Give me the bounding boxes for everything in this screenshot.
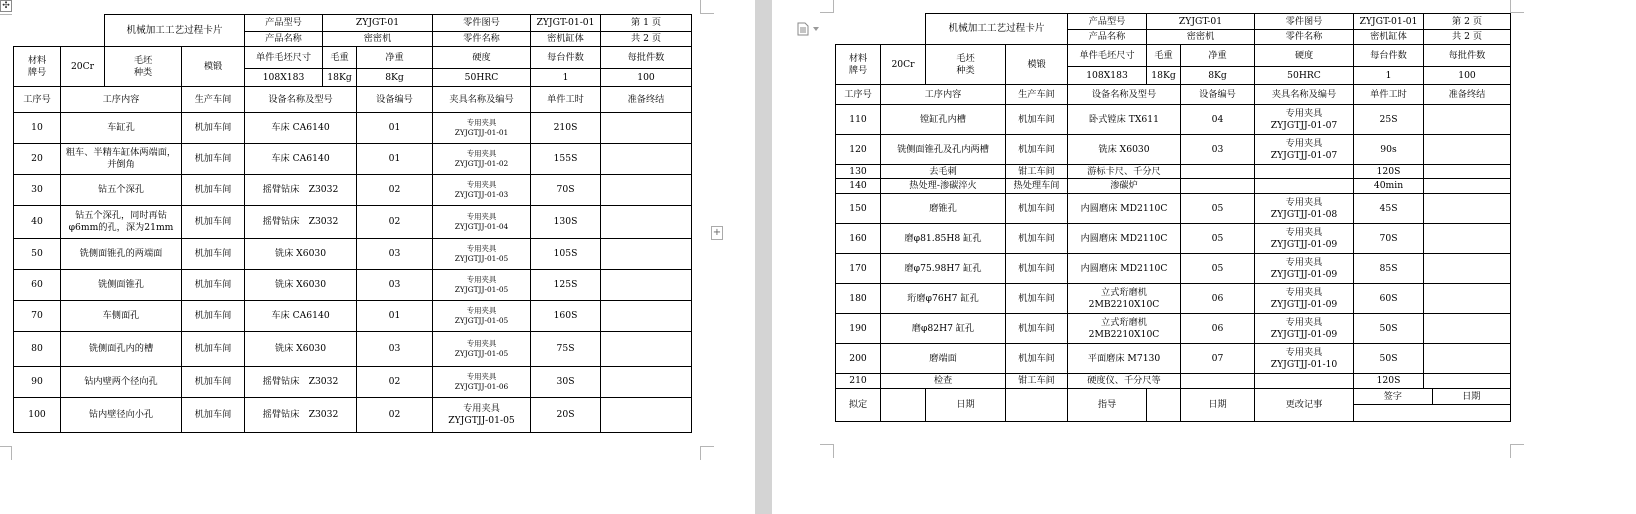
step-prep-time: [601, 239, 692, 270]
step-no: 100: [14, 398, 61, 433]
step-workshop: 机加车间: [1006, 135, 1068, 165]
step-no: 120: [836, 135, 881, 165]
table-row: [14, 144, 692, 175]
material-label: 材料 牌号: [14, 47, 61, 87]
step-no: 10: [14, 113, 61, 144]
signature-row: [836, 389, 1511, 422]
step-prep-time: [601, 144, 692, 175]
step-workshop: 机加车间: [1006, 194, 1068, 224]
step-equipment-no: 05: [1181, 254, 1255, 284]
step-unit-time: 70S: [1354, 224, 1424, 254]
table-row: [836, 165, 1511, 179]
step-no: 70: [14, 301, 61, 332]
step-unit-time: 155S: [531, 144, 601, 175]
step-equipment: 卧式镗床 TX611: [1068, 105, 1181, 135]
column-header-prep-time: 准备终结: [601, 87, 692, 113]
per-unit-value: 1: [531, 69, 601, 87]
material-label: 材料 牌号: [836, 45, 881, 85]
table-row: [14, 301, 692, 332]
step-workshop: 机加车间: [182, 113, 245, 144]
step-workshop: 机加车间: [1006, 224, 1068, 254]
part-name: 密机缸体: [531, 32, 601, 47]
step-fixture: 专用夹具 ZYJGTJJ-01-10: [1255, 344, 1354, 374]
table-row: [14, 270, 692, 301]
step-unit-time: 105S: [531, 239, 601, 270]
gross-weight-value: 18Kg: [323, 69, 357, 87]
table-row: [836, 105, 1511, 135]
step-no: 140: [836, 179, 881, 194]
step-equipment: 内圆磨床 MD2110C: [1068, 194, 1181, 224]
step-prep-time: [1424, 179, 1511, 194]
step-workshop: 机加车间: [182, 301, 245, 332]
step-workshop: 机加车间: [182, 367, 245, 398]
step-content: 镗缸孔内槽: [881, 105, 1006, 135]
step-unit-time: 40min: [1354, 179, 1424, 194]
table-row: [14, 332, 692, 367]
step-workshop: 机加车间: [182, 206, 245, 239]
page-number: 第 1 页: [601, 15, 692, 32]
step-fixture: 专用夹具 ZYJGTJJ-01-07: [1255, 135, 1354, 165]
step-equipment: 立式珩磨机 2MB2210X10C: [1068, 314, 1181, 344]
table-row: [14, 239, 692, 270]
step-unit-time: 85S: [1354, 254, 1424, 284]
step-equipment: 内圆磨床 MD2110C: [1068, 254, 1181, 284]
step-no: 90: [14, 367, 61, 398]
step-fixture: 专用夹具 ZYJGTJJ-01-05: [433, 332, 531, 367]
step-equipment-no: 01: [357, 301, 433, 332]
step-no: 30: [14, 175, 61, 206]
net-weight-value: 8Kg: [1181, 67, 1255, 85]
step-prep-time: [601, 175, 692, 206]
step-fixture: 专用夹具 ZYJGTJJ-01-05: [433, 239, 531, 270]
net-weight-value: 8Kg: [357, 69, 433, 87]
step-equipment-no: 04: [1181, 105, 1255, 135]
step-no: 50: [14, 239, 61, 270]
step-content: 铣侧面锥孔的两端面: [61, 239, 182, 270]
step-prep-time: [1424, 374, 1511, 389]
step-workshop: 机加车间: [182, 270, 245, 301]
step-fixture: 专用夹具 ZYJGTJJ-01-09: [1255, 224, 1354, 254]
blank-size-value: 108X183: [1068, 67, 1147, 85]
step-equipment-no: [1181, 374, 1255, 389]
step-content: 磨φ82H7 缸孔: [881, 314, 1006, 344]
product-name-label: 产品名称: [1068, 30, 1147, 45]
step-fixture: 专用夹具 ZYJGTJJ-01-05: [433, 270, 531, 301]
step-workshop: 机加车间: [182, 398, 245, 433]
crop-mark: [700, 446, 714, 460]
blank-size-value: 108X183: [245, 69, 323, 87]
step-equipment: 立式珩磨机 2MB2210X10C: [1068, 284, 1181, 314]
step-prep-time: [601, 367, 692, 398]
step-fixture: 专用夹具 ZYJGTJJ-01-06: [433, 367, 531, 398]
step-prep-time: [1424, 135, 1511, 165]
total-pages: 共 2 页: [601, 32, 692, 47]
drafted-label: 拟定: [836, 389, 881, 422]
step-content: 铣侧面孔内的槽: [61, 332, 182, 367]
step-fixture: [1255, 374, 1354, 389]
step-fixture: 专用夹具 ZYJGTJJ-01-07: [1255, 105, 1354, 135]
step-fixture: 专用夹具 ZYJGTJJ-01-05: [433, 301, 531, 332]
add-column-plus-icon[interactable]: +: [712, 227, 722, 238]
step-unit-time: 120S: [1354, 374, 1424, 389]
step-unit-time: 70S: [531, 175, 601, 206]
column-header-step-no: 工序号: [836, 85, 881, 105]
table-row: [14, 398, 692, 433]
table-row: [836, 314, 1511, 344]
table-row: [836, 344, 1511, 374]
column-header-workshop: 生产车间: [182, 87, 245, 113]
step-equipment: 铣床 X6030: [245, 239, 357, 270]
step-unit-time: 60S: [1354, 284, 1424, 314]
step-prep-time: [1424, 194, 1511, 224]
net-weight-label: 净重: [357, 47, 433, 69]
column-header-equipment: 设备名称及型号: [1068, 85, 1181, 105]
step-equipment: 硬度仪、千分尺等: [1068, 374, 1181, 389]
gross-weight-label: 毛重: [1147, 45, 1181, 67]
column-header-unit-time: 单件工时: [531, 87, 601, 113]
step-equipment-no: 03: [1181, 135, 1255, 165]
table-row: [14, 113, 692, 144]
table-move-handle-icon[interactable]: ✣: [0, 0, 12, 12]
column-header-fixture: 夹具名称及编号: [1255, 85, 1354, 105]
product-name: 密密机: [1147, 30, 1255, 45]
hardness-value: 50HRC: [433, 69, 531, 87]
step-prep-time: [1424, 224, 1511, 254]
signature-block: [1354, 389, 1511, 422]
part-drawing-label: 零件图号: [1255, 14, 1354, 30]
table-row: [14, 206, 692, 239]
step-prep-time: [1424, 105, 1511, 135]
document-options-icon[interactable]: [797, 22, 809, 36]
per-unit-label: 每台件数: [531, 47, 601, 69]
blank-corner: [14, 15, 105, 47]
crop-mark: [0, 14, 12, 15]
gross-weight-value: 18Kg: [1147, 67, 1181, 85]
step-unit-time: 50S: [1354, 314, 1424, 344]
step-equipment: 车床 CA6140: [245, 144, 357, 175]
step-no: 160: [836, 224, 881, 254]
date-value: [1006, 389, 1068, 422]
step-fixture: 专用夹具 ZYJGTJJ-01-01: [433, 113, 531, 144]
step-prep-time: [601, 113, 692, 144]
step-prep-time: [601, 301, 692, 332]
step-unit-time: 75S: [531, 332, 601, 367]
step-equipment: 摇臂钻床 Z3032: [245, 175, 357, 206]
step-equipment-no: [1181, 165, 1255, 179]
crop-mark: [0, 446, 12, 460]
step-content: 钻五个深孔: [61, 175, 182, 206]
crop-mark: [820, 0, 834, 13]
blank-type-value: 模锻: [1006, 45, 1068, 85]
step-equipment: 车床 CA6140: [245, 301, 357, 332]
part-drawing-label: 零件图号: [433, 15, 531, 32]
date-label: 日期: [926, 389, 1006, 422]
per-batch-value: 100: [601, 69, 692, 87]
step-equipment-no: 02: [357, 175, 433, 206]
blank-type-label: 毛坯 种类: [926, 45, 1006, 85]
column-header-fixture: 夹具名称及编号: [433, 87, 531, 113]
step-no: 80: [14, 332, 61, 367]
product-model-label: 产品型号: [245, 15, 323, 32]
step-equipment: 渗碳炉: [1068, 179, 1181, 194]
step-workshop: 热处理车间: [1006, 179, 1068, 194]
part-drawing-no: ZYJGT-01-01: [531, 15, 601, 32]
step-unit-time: 50S: [1354, 344, 1424, 374]
step-equipment: 游标卡尺、千分尺: [1068, 165, 1181, 179]
part-drawing-no: ZYJGT-01-01: [1354, 14, 1424, 30]
per-batch-label: 每批件数: [601, 47, 692, 69]
step-equipment-no: 05: [1181, 194, 1255, 224]
step-unit-time: 30S: [531, 367, 601, 398]
blank-type-label: 毛坯 种类: [105, 47, 182, 87]
step-prep-time: [601, 332, 692, 367]
table-row: [14, 175, 692, 206]
step-content: 磨φ81.85H8 缸孔: [881, 224, 1006, 254]
step-prep-time: [601, 398, 692, 433]
material-value: 20Cr: [61, 47, 105, 87]
step-unit-time: 90s: [1354, 135, 1424, 165]
step-no: 180: [836, 284, 881, 314]
crop-mark: [700, 0, 714, 14]
hardness-label: 硬度: [433, 47, 531, 69]
column-header-content: 工序内容: [61, 87, 182, 113]
column-header-step-no: 工序号: [14, 87, 61, 113]
net-weight-label: 净重: [1181, 45, 1255, 67]
step-workshop: 钳工车间: [1006, 165, 1068, 179]
crop-mark: [820, 444, 834, 458]
step-equipment: 铣床 X6030: [245, 332, 357, 367]
column-header-equipment: 设备名称及型号: [245, 87, 357, 113]
part-name-label: 零件名称: [1255, 30, 1354, 45]
step-equipment-no: 03: [357, 332, 433, 367]
step-equipment-no: 05: [1181, 224, 1255, 254]
product-name: 密密机: [323, 32, 433, 47]
step-equipment: 摇臂钻床 Z3032: [245, 367, 357, 398]
column-header-content: 工序内容: [881, 85, 1006, 105]
card-title: 机械加工工艺过程卡片: [926, 14, 1068, 45]
step-equipment-no: 03: [357, 239, 433, 270]
step-content: 铣侧面锥孔: [61, 270, 182, 301]
step-content: 钻五个深孔，同时再钻φ6mm的孔，深为21mm: [61, 206, 182, 239]
step-fixture: 专用夹具 ZYJGTJJ-01-09: [1255, 314, 1354, 344]
step-no: 60: [14, 270, 61, 301]
product-model: ZYJGT-01: [1147, 14, 1255, 30]
process-card-table-page-2: [835, 13, 1511, 422]
step-equipment-no: 02: [357, 367, 433, 398]
per-batch-value: 100: [1424, 67, 1511, 85]
step-prep-time: [601, 206, 692, 239]
step-unit-time: 45S: [1354, 194, 1424, 224]
chevron-down-icon[interactable]: [813, 27, 819, 31]
signature-date-label: 日期: [1462, 391, 1481, 402]
step-content: 磨φ75.98H7 缸孔: [881, 254, 1006, 284]
step-prep-time: [1424, 344, 1511, 374]
date-label: 日期: [1181, 389, 1255, 422]
step-fixture: 专用夹具 ZYJGTJJ-01-09: [1255, 284, 1354, 314]
step-equipment-no: 01: [357, 144, 433, 175]
step-no: 110: [836, 105, 881, 135]
step-prep-time: [1424, 165, 1511, 179]
part-name-label: 零件名称: [433, 32, 531, 47]
column-header-unit-time: 单件工时: [1354, 85, 1424, 105]
step-workshop: 机加车间: [182, 239, 245, 270]
step-no: 200: [836, 344, 881, 374]
step-fixture: 专用夹具 ZYJGTJJ-01-09: [1255, 254, 1354, 284]
step-content: 铣侧面锥孔及孔内两槽: [881, 135, 1006, 165]
step-content: 钻内壁径向小孔: [61, 398, 182, 433]
step-equipment-no: 02: [357, 206, 433, 239]
step-equipment-no: 02: [357, 398, 433, 433]
step-workshop: 机加车间: [182, 332, 245, 367]
change-record-label: 更改记事: [1255, 389, 1354, 422]
step-no: 40: [14, 206, 61, 239]
step-equipment: 内圆磨床 MD2110C: [1068, 224, 1181, 254]
step-equipment-no: 06: [1181, 314, 1255, 344]
step-fixture: 专用夹具 ZYJGTJJ-01-04: [433, 206, 531, 239]
hardness-value: 50HRC: [1255, 67, 1354, 85]
hardness-label: 硬度: [1255, 45, 1354, 67]
step-prep-time: [1424, 284, 1511, 314]
step-content: 珩磨φ76H7 缸孔: [881, 284, 1006, 314]
step-fixture: 专用夹具 ZYJGTJJ-01-05: [433, 398, 531, 433]
step-equipment-no: 03: [357, 270, 433, 301]
step-no: 150: [836, 194, 881, 224]
step-prep-time: [1424, 314, 1511, 344]
table-row: [836, 194, 1511, 224]
step-no: 190: [836, 314, 881, 344]
step-content: 钻内壁两个径向孔: [61, 367, 182, 398]
step-fixture: 专用夹具 ZYJGTJJ-01-02: [433, 144, 531, 175]
step-prep-time: [1424, 254, 1511, 284]
step-content: 车缸孔: [61, 113, 182, 144]
step-workshop: 机加车间: [1006, 254, 1068, 284]
step-equipment: 车床 CA6140: [245, 113, 357, 144]
step-prep-time: [601, 270, 692, 301]
part-name: 密机缸体: [1354, 30, 1424, 45]
step-workshop: 机加车间: [1006, 105, 1068, 135]
step-unit-time: 25S: [1354, 105, 1424, 135]
step-content: 磨端面: [881, 344, 1006, 374]
table-row: [836, 284, 1511, 314]
guide-value: [1147, 389, 1181, 422]
step-no: 20: [14, 144, 61, 175]
step-equipment-no: 01: [357, 113, 433, 144]
column-header-prep-time: 准备终结: [1424, 85, 1511, 105]
step-unit-time: 20S: [531, 398, 601, 433]
material-value: 20Cr: [881, 45, 926, 85]
crop-mark: [1510, 444, 1524, 458]
step-fixture: [1255, 165, 1354, 179]
page-number: 第 2 页: [1424, 14, 1511, 30]
step-equipment-no: 06: [1181, 284, 1255, 314]
table-row: [836, 254, 1511, 284]
step-equipment: 摇臂钻床 Z3032: [245, 398, 357, 433]
blank-type-value: 模锻: [182, 47, 245, 87]
step-workshop: 钳工车间: [1006, 374, 1068, 389]
blank-size-label: 单件毛坯尺寸: [1068, 45, 1147, 67]
product-name-label: 产品名称: [245, 32, 323, 47]
step-workshop: 机加车间: [1006, 314, 1068, 344]
step-equipment: 铣床 X6030: [1068, 135, 1181, 165]
crop-mark: [1510, 0, 1524, 13]
table-row: [836, 224, 1511, 254]
step-content: 检查: [881, 374, 1006, 389]
column-header-equipment-no: 设备编号: [357, 87, 433, 113]
step-equipment: 铣床 X6030: [245, 270, 357, 301]
step-workshop: 机加车间: [1006, 344, 1068, 374]
column-header-equipment-no: 设备编号: [1181, 85, 1255, 105]
table-row: [836, 135, 1511, 165]
step-content: 去毛刺: [881, 165, 1006, 179]
step-content: 磨锥孔: [881, 194, 1006, 224]
step-unit-time: 130S: [531, 206, 601, 239]
total-pages: 共 2 页: [1424, 30, 1511, 45]
step-content: 车侧面孔: [61, 301, 182, 332]
step-content: 热处理-渗碳淬火: [881, 179, 1006, 194]
drafted-value: [881, 389, 926, 422]
document-page-1: [0, 0, 755, 514]
step-equipment: 平面磨床 M7130: [1068, 344, 1181, 374]
step-unit-time: 210S: [531, 113, 601, 144]
column-header-workshop: 生产车间: [1006, 85, 1068, 105]
step-fixture: 专用夹具 ZYJGTJJ-01-08: [1255, 194, 1354, 224]
step-no: 170: [836, 254, 881, 284]
step-equipment-no: [1181, 179, 1255, 194]
blank-corner: [836, 14, 926, 45]
card-title: 机械加工工艺过程卡片: [105, 15, 245, 47]
product-model: ZYJGT-01: [323, 15, 433, 32]
page-gutter: [755, 0, 772, 514]
table-row: [836, 374, 1511, 389]
step-unit-time: 120S: [1354, 165, 1424, 179]
gross-weight-label: 毛重: [323, 47, 357, 69]
table-row: [14, 367, 692, 398]
step-content: 粗车、半精车缸体两端面，并倒角: [61, 144, 182, 175]
per-unit-value: 1: [1354, 67, 1424, 85]
step-workshop: 机加车间: [182, 175, 245, 206]
product-model-label: 产品型号: [1068, 14, 1147, 30]
per-unit-label: 每台件数: [1354, 45, 1424, 67]
step-fixture: 专用夹具 ZYJGTJJ-01-03: [433, 175, 531, 206]
process-card-table: [13, 14, 692, 433]
step-no: 210: [836, 374, 881, 389]
step-equipment: 摇臂钻床 Z3032: [245, 206, 357, 239]
step-workshop: 机加车间: [182, 144, 245, 175]
blank-size-label: 单件毛坯尺寸: [245, 47, 323, 69]
step-fixture: [1255, 179, 1354, 194]
step-workshop: 机加车间: [1006, 284, 1068, 314]
step-equipment-no: 07: [1181, 344, 1255, 374]
step-unit-time: 125S: [531, 270, 601, 301]
step-unit-time: 160S: [531, 301, 601, 332]
guide-label: 指导: [1068, 389, 1147, 422]
signature-label: 签字: [1354, 389, 1433, 404]
per-batch-label: 每批件数: [1424, 45, 1511, 67]
step-no: 130: [836, 165, 881, 179]
table-row: [836, 179, 1511, 194]
